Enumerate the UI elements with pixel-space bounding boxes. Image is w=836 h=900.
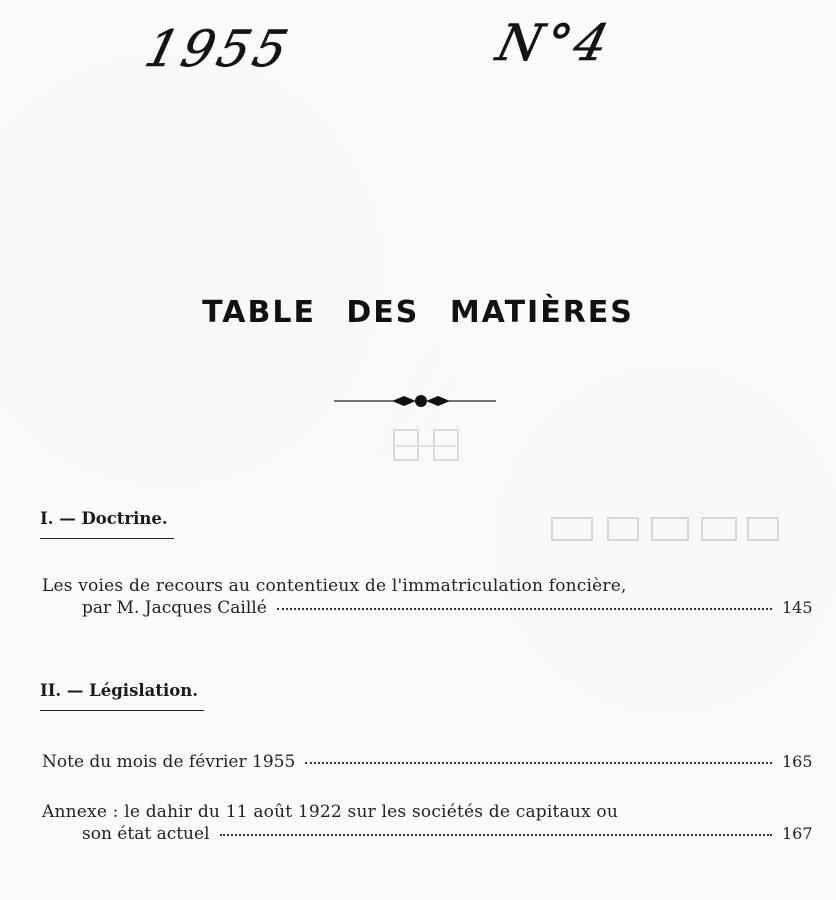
dot-leader	[220, 830, 772, 836]
faint-stamp-mark	[384, 422, 494, 470]
handwritten-annotation	[139, 4, 668, 84]
section-doctrine	[40, 509, 174, 539]
ornament-divider	[330, 392, 500, 410]
section-heading: II. — Législation.	[40, 681, 204, 711]
section-heading: I. — Doctrine.	[40, 509, 174, 539]
page-title: TABLE DES MATIÈRES	[202, 295, 634, 330]
handwritten-year: 1955	[139, 19, 298, 78]
page-number: 165	[782, 752, 813, 771]
toc-entry	[42, 802, 812, 845]
handwritten-number: N°4	[491, 13, 619, 72]
section-legislation	[40, 681, 204, 711]
dot-leader	[305, 758, 772, 764]
page-number: 145	[782, 598, 813, 617]
toc-entry	[42, 751, 812, 773]
faint-bleed-through	[548, 512, 788, 546]
entry-title-line1: Les voies de recours au contentieux de l'immatriculation foncière,	[42, 576, 627, 596]
entry-title: Note du mois de février 1955	[42, 752, 296, 772]
page-number: 167	[782, 824, 813, 843]
entry-title-line1: Annexe : le dahir du 11 août 1922 sur les sociétés de capitaux ou	[42, 802, 618, 822]
dot-leader	[277, 604, 772, 610]
entry-title-line2: par M. Jacques Caillé	[82, 598, 267, 618]
entry-title-line2: son état actuel	[82, 824, 210, 844]
toc-entry	[42, 576, 812, 619]
